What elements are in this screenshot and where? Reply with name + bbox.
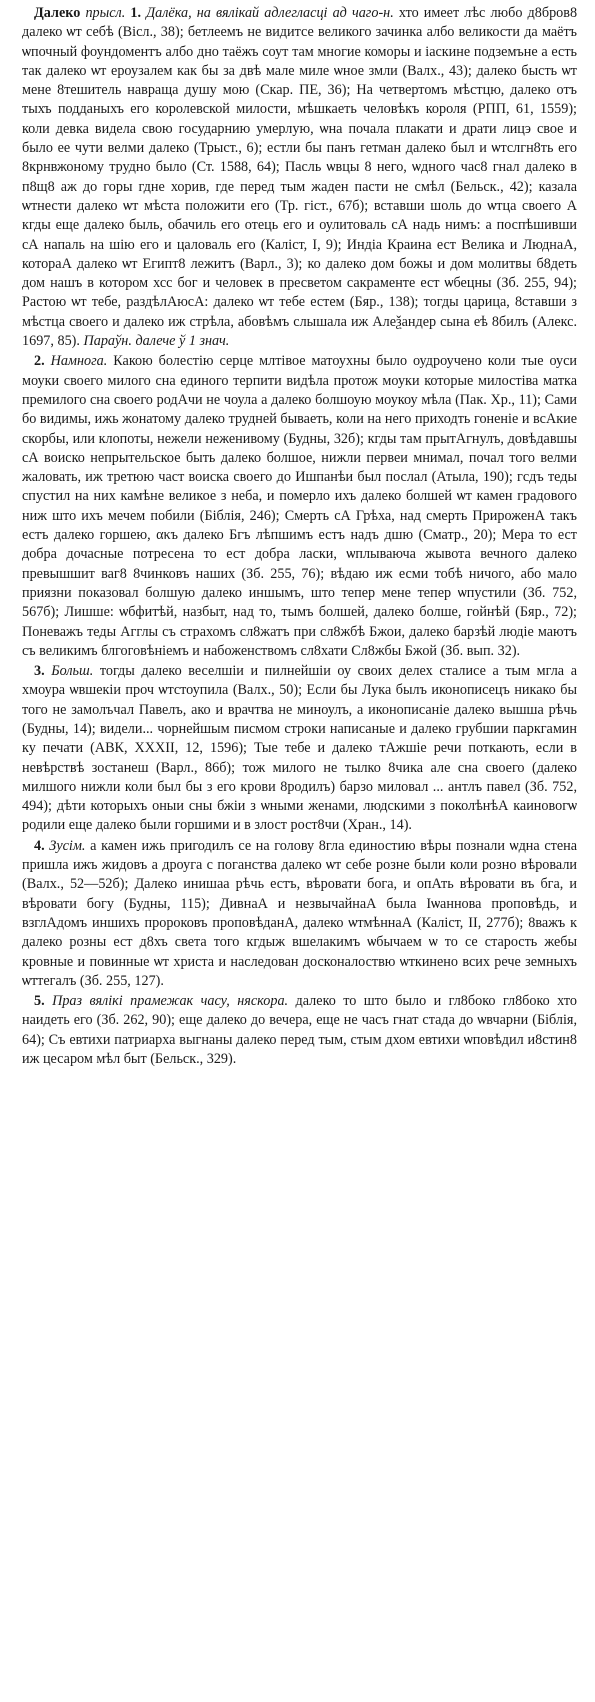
sense-number: 2.: [34, 353, 45, 370]
sense-5: [22, 992, 577, 1069]
headword: Далеко: [34, 5, 81, 21]
sense-note: Параўн. далече ў 1 знач.: [83, 333, 230, 350]
sense-citations: хто имеет лѣс любо д8бров8 далеко ѡт себѣ (Вісл., 38); бетлеемъ не видитсе великого зачинка албо великости да маётъ ѡпочный фоундоментъ албо дно таёжъ соут там многие коморы и іаскине подземъне а есть так далеко ѡт ероузалем как бы за двѣ мале миле ѡное змли (Валх., 43); далеко бысть ѡт мене 8тешитель навраща душу мою (Скар. ПЕ, 36); На четвертомъ мѣстцю, далеко отъ тыхъ подданыхъ его королевской милости, мѣшкаеть человѣкъ короля (РПП, 61, 1559); коли девка видела свою государнию умерлую, ѡна почала плакати и драти лицэ свое и было ее чути велми далеко (Трыст., 6); естли бы панъ гетман далеко был и ѡтслгн8ть его 8крнвжоному трудно было (Ст. 1588, 64); Пасль ѡвцы 8 него, ѡдного час8 гнал далеко в п8щ8 аж до горы гдне хорив, где перед тым жаден пасти не смѣл (Бельск., 42); казала ѡтнести далеко ѡт мѣста положити его (Тр. гіст., 67б); вставши шоль до ѡтца своего А кгды еще далеко быль, обачиль его отець его и оулитоваль сА надь нимъ: а поспѣшивши сА напаль на шію его и цаловаль его (Каліст, I, 9); Индіа Краина ест Велика и ЛюднаА, котораА далеко ѡт Египт8 лежитъ (Варл., 3); ко далеко дом божы и дом молитвы б8деть дом нашъ в котором хсс бог и человек в пресветом сакраменте ест ѡбецны (Зб. 255, 94); Растою ѡт тебе, раздѣлАюсА: далеко ѡт тебе естем (Бяр., 138); тогды царица, 8ставши з мѣстца своего и далеко иж стрѣла, абовѣмъ слышала иж Алеѯандер сына еѣ 8билъ (Алекс. 1697, 85).: [22, 5, 578, 350]
sense-number: 5.: [34, 993, 45, 1010]
part-of-speech: прысл.: [85, 5, 126, 21]
sense-number: 3.: [34, 663, 45, 680]
sense-citations: далеко то што было и гл8боко гл8боко хто наидеть его (Зб. 262, 90); еще далеко до вечера, еще не часъ гнат стада до ѡвчарни (Біблія, 64); Съ евтихи патриарха выгнаны далеко перед тым, стым дхом евтихи ѡповѣдил и8стин8 иж цесаром мѣл быт (Бельск., 329).: [22, 993, 578, 1068]
sense-definition: Больш.: [51, 663, 94, 680]
sense-definition: Намнога.: [50, 353, 108, 370]
sense-definition: Зусім.: [49, 837, 86, 854]
sense-definition: Праз вялікі прамежак часу, няскора.: [52, 993, 289, 1010]
sense-4: [22, 837, 577, 991]
sense-citations: а камен ижь пригодилъ се на голову 8гла единостию вѣры познали ѡдна стена пришла ижъ жидовъ а дроуга с поганства далеко ѡт себе розне были коли розно вѣровали (Валх., 52—52б); Далеко инишаа рѣчь естъ, вѣровати бога, и опАть вѣровати въ бга, и вѣровати богу (Будны, 115); ДивнаА и незвычайнаА была Іѡаннова проповѣдь, и взглАдомъ иншихъ пророковъ проповѣданА, далеко ѡтмѣннаА (Каліст, II, 277б); 8важъ к далеко розны ест д8хъ света того кгдыж вшелакимъ ѡбычаем ѡ то се старость жебы кровные и повинные ѡт христа и наследован досконалоствю ѡткинено всих рече земныхъ ѡттегалъ (Зб. 255, 127).: [22, 837, 578, 989]
sense-number: 4.: [34, 837, 45, 854]
sense-number: 1.: [130, 5, 142, 21]
sense-definition: Далёка, на вялікай адлегласці ад чаго-н.: [146, 5, 394, 21]
sense-3: [22, 662, 577, 836]
sense-citations: Какою болестію серце млтівое матоухны было оудроучено коли тые оуси моуки своего милого сна единого терпити видѣла протож моуки которые милостіва матка премилого сна своего родАчи не чоула а далеко болшоую моукоу мѣла (Пак. Хр., 11); Сами бо видимы, ижь жонатому далеко трудней бываеть, коли на него приходть гоненіе и всАкие скорбы, или клопоты, нежели неженивому (Будны, 32б); кгды там прытАгнулъ, довѣдавшы сА воиско непрытельское быть далеко болшое, нижли первеи мнимал, почал того велми жаловать, иж третюю част воиска своего до Ишпанѣи был послал (Атыла, 190); гсдъ теды спустил на них камѣне великое з неба, и померло ихъ далеко болшей ѡт камен градового ниж што ихъ мечем побили (Біблія, 246); Смерть сА Грѣха, над смерть ПрироженА такъ естъ далеко горшею, ακъ далеко Бгъ лѣпшимъ естъ надъ дшю (Сматр., 20); Мера то ест добра дочасные потресена то ест добра ласки, ѡплываюча жывота вечного далеко превышшит ваг8 8чинковъ наших (Зб. 255, 76); вѣдаю иж есми тобѣ ничого, або мало приязни показовал болшую далеко иншымъ, што тепер мене тепер ѡпустили (Зб. 752, 567б); Лишше: ѡбфитѣй, назбыт, над то, тымъ болшей, далеко болше, гойнѣй (Бяр., 72); Поневажъ теды Агглы съ страхомъ сл8жатъ при сл8жбѣ Бжои, далеко барзѣй людіе маютъ съ великимъ блгоговѣніемъ и набоженствомъ сл8хати Сл8жбы Бжой (Зб. вып. 32).: [22, 353, 577, 659]
sense-1: [22, 4, 577, 351]
sense-2: [22, 352, 577, 661]
sense-citations: тогды далеко веселшіи и пилнейшіи оу своих делех сталисе а тым мгла а хмоура ѡвшекіи проч ѡтстоупила (Валх., 50); Если бы Лука былъ иконописецъ никако бы того не замолъчал Павелъ, ако и врачтва не миноулъ, а иконописаніе далеко вышша рѣчь (Будны, 14); видели... чорнейшым писмом строки написаные и далеко грубшии паркгамин ку печати (АВК, XXXII, 12, 1596); Тые тебе и далеко тАжшіе речи поткають, если в невѣрствѣ зостанеш (Варл., 86б); тож милого не тылко 8чика але сна своего (далеко милшого нижли коли был бы з его крови 8родилъ) барзо миловал ... антлъ павел (Зб. 752, 494); дѣти которыхъ оныи сны бжіи з ѡными женами, людскими з поколѣнѣА каиновогѡ родили еще далеко были горшими и в злост рост8чи (Хран., 14).: [22, 663, 577, 834]
